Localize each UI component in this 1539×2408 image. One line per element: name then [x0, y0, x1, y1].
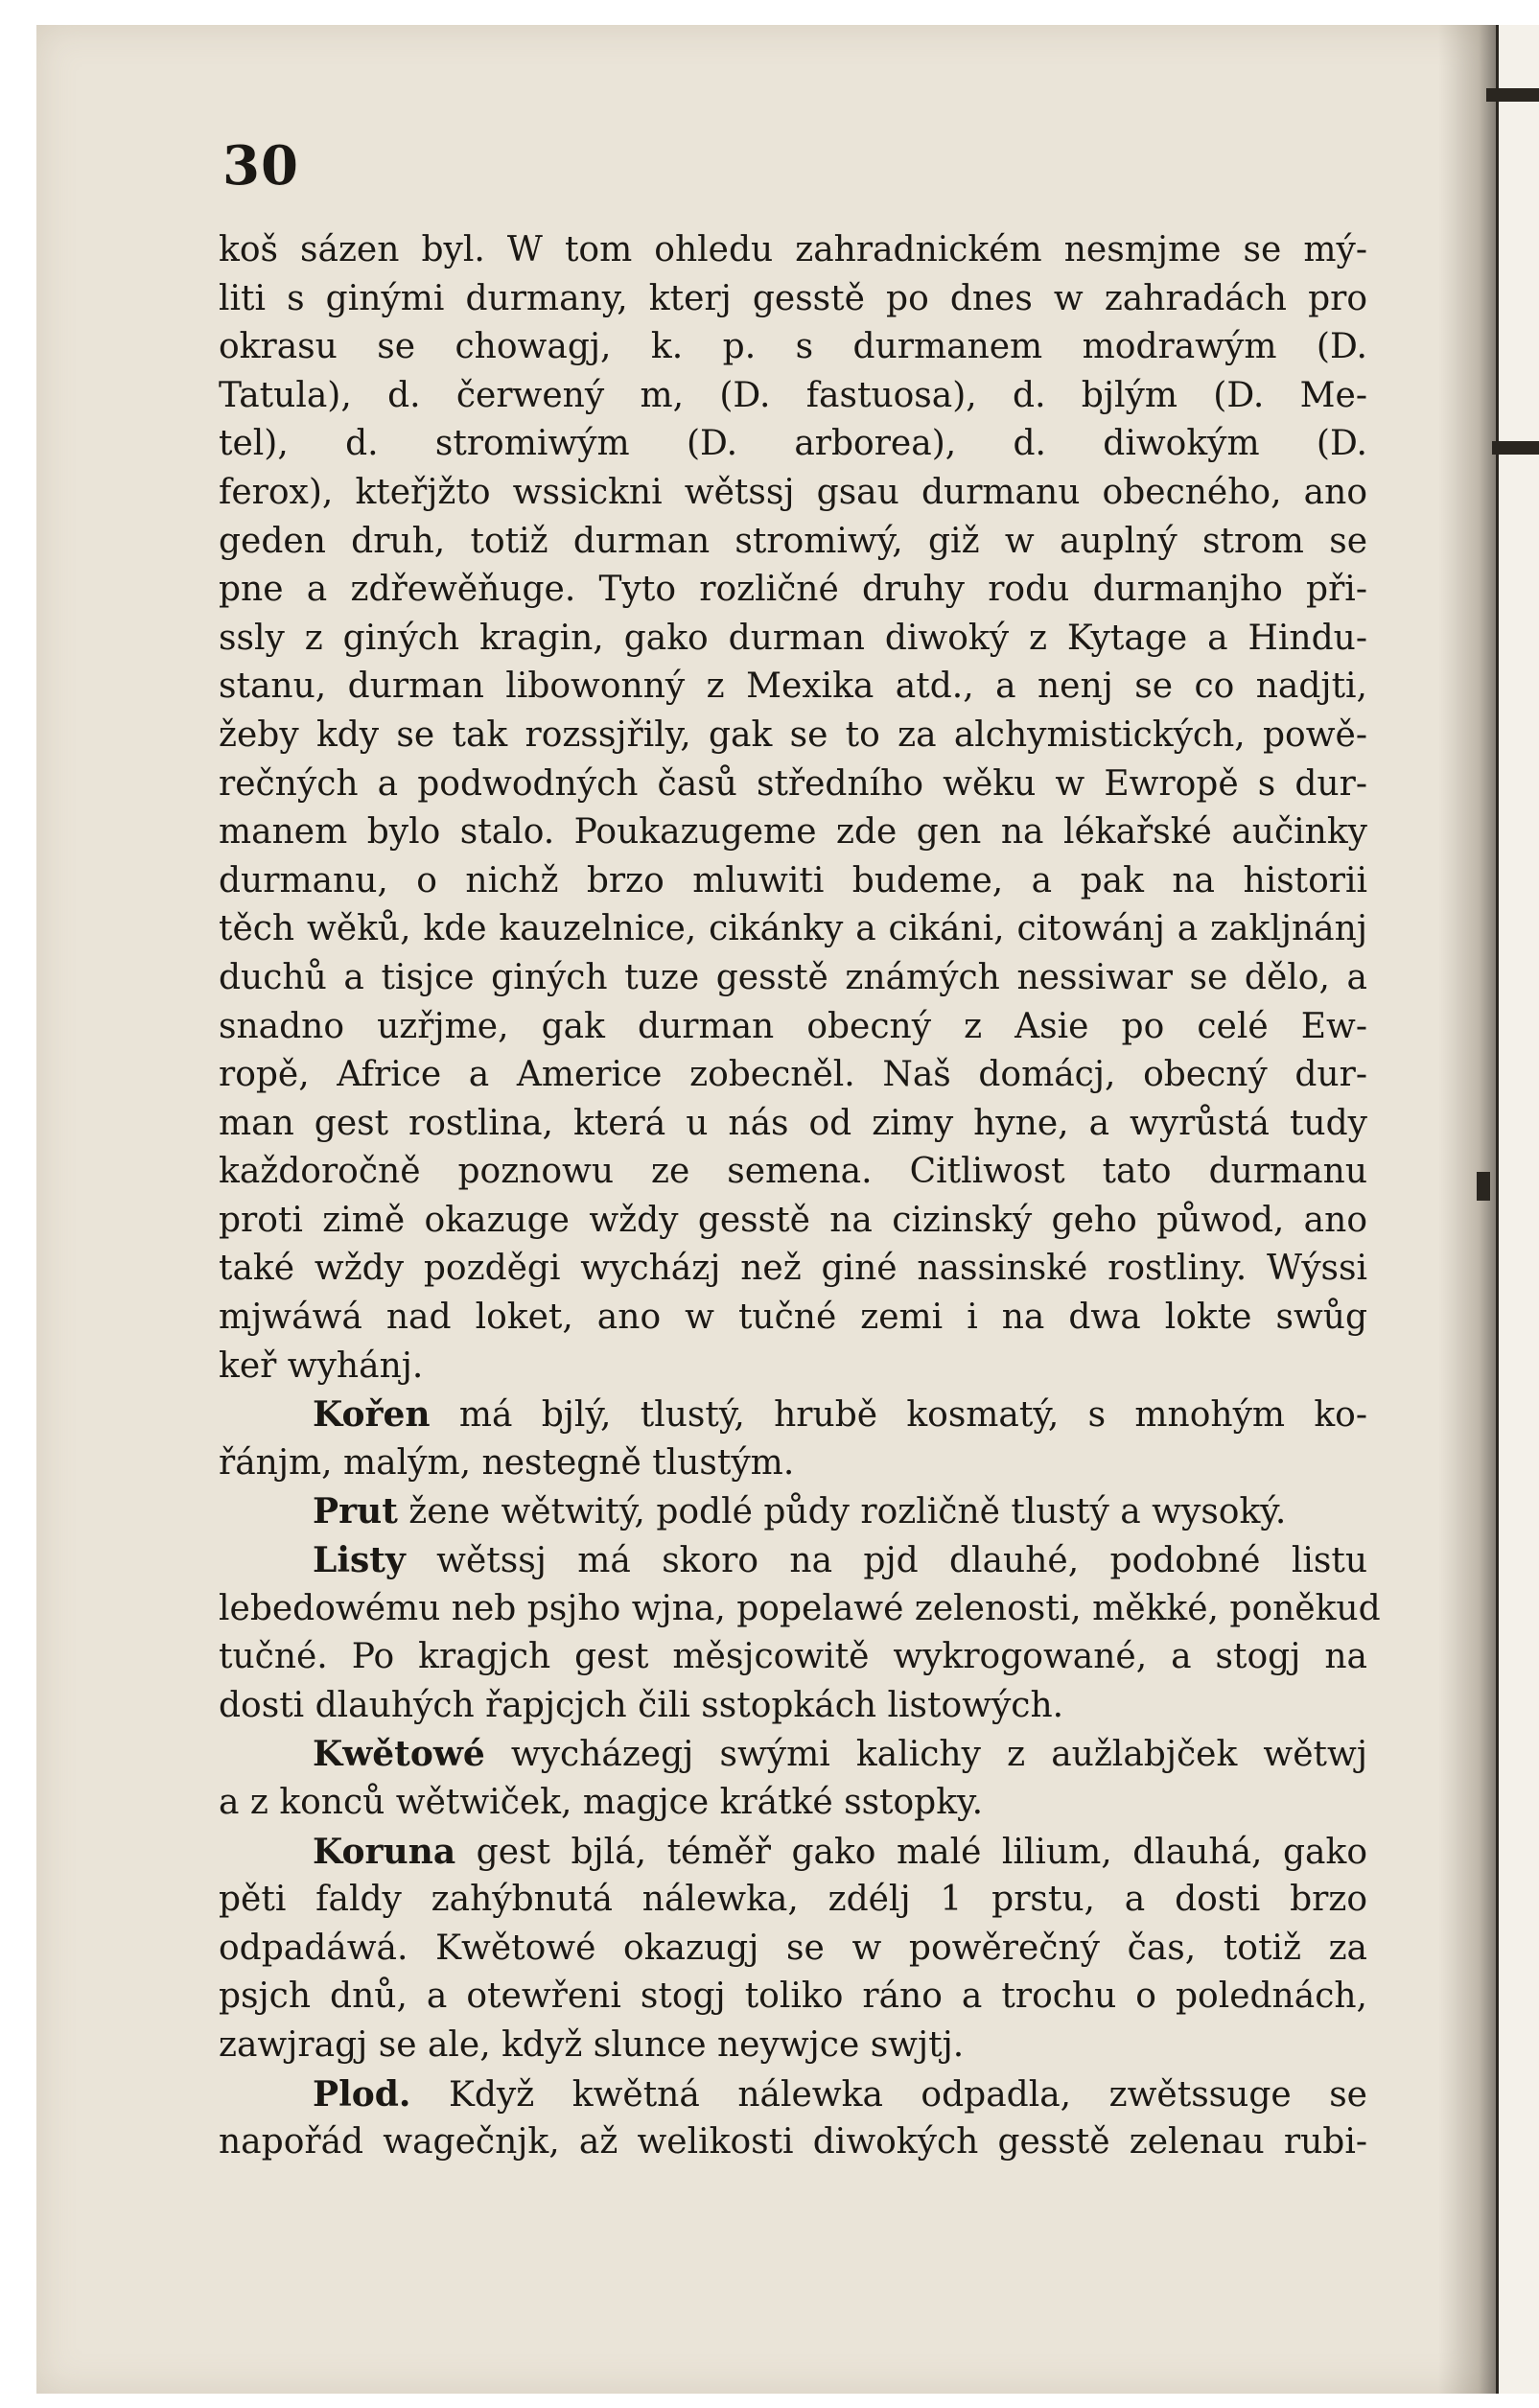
text-line	[219, 372, 1367, 421]
line-text: Když kwětná nálewka odpadla, zwětssuge se	[410, 2074, 1367, 2115]
text-line	[219, 1633, 1367, 1682]
text-line	[219, 1294, 1367, 1343]
line-text: liti s ginými durmany, kterj gesstě po dnes w zahradách pro	[219, 278, 1367, 318]
line-text: žeby kdy se tak rozssjřily, gak se to za alchymistických, powě-	[219, 714, 1367, 755]
line-text: okrasu se chowagj, k. p. s durmanem modrawým (D.	[219, 327, 1367, 367]
text-line	[219, 226, 1367, 275]
line-text: tel), d. stromiwým (D. arborea), d. diwokým (D.	[219, 424, 1367, 464]
line-text: každoročně poznowu ze semena. Citliwost tato durmanu	[219, 1152, 1367, 1192]
line-text: stanu, durman libowonný z Mexika atd., a nenj se co nadjti,	[219, 666, 1367, 707]
text-line	[219, 760, 1367, 809]
scan-background-bottom	[0, 2394, 1539, 2408]
text-line	[219, 1876, 1367, 1925]
text-line	[219, 1391, 1367, 1439]
line-text: řánjm, malým, nestegně tlustým.	[219, 1442, 795, 1483]
text-line	[219, 1487, 1367, 1536]
line-text: gest bjlá, téměř gako malé lilium, dlauhá, gako	[455, 1832, 1367, 1872]
text-line	[219, 1197, 1367, 1246]
line-text: psjch dnů, a otewřeni stogj toliko ráno a trochu o polednách,	[219, 1976, 1367, 2017]
line-text: rečných a podwodných časů středního wěku w Ewropě s dur-	[219, 763, 1367, 804]
line-text: napořád wagečnjk, až welikosti diwokých gesstě zelenau rubi-	[219, 2122, 1367, 2163]
text-line	[219, 1779, 1367, 1828]
line-text: geden druh, totiž durman stromiwý, giž w auplný strom se	[219, 521, 1367, 561]
text-line	[219, 518, 1367, 567]
text-line	[219, 1245, 1367, 1294]
text-line	[219, 1100, 1367, 1149]
text-line	[219, 469, 1367, 518]
line-text: snadno uzřjme, gak durman obecný z Asie po celé Ew-	[219, 1006, 1367, 1046]
text-line	[219, 712, 1367, 760]
section-heading: Koruna	[313, 1831, 456, 1872]
line-text: duchů a tisjce giných tuze gesstě známých nessiwar se dělo, a	[219, 957, 1367, 997]
text-line	[219, 1148, 1367, 1197]
text-line	[219, 566, 1367, 615]
text-line	[219, 954, 1367, 1003]
section-heading: Listy	[313, 1540, 406, 1581]
text-line	[219, 1828, 1367, 1877]
line-text: zawjragj se ale, když slunce neywjce swjtj.	[219, 2024, 965, 2065]
line-text: také wždy pozděgi wycházj než giné nassinské rostliny. Wýssi	[219, 1249, 1367, 1289]
text-line	[219, 615, 1367, 664]
page-number: 30	[222, 134, 299, 198]
text-line	[219, 2070, 1367, 2119]
text-line	[219, 808, 1367, 857]
text-line	[219, 1343, 1367, 1391]
text-line	[219, 857, 1367, 906]
edge-mark	[1486, 88, 1539, 102]
text-line	[219, 1973, 1367, 2022]
line-text: proti zimě okazuge wždy gesstě na cizinský geho půwod, ano	[219, 1200, 1367, 1240]
text-line	[219, 323, 1367, 372]
body-text	[219, 226, 1381, 2167]
line-text: manem bylo stalo. Poukazugeme zde gen na lékařské aučinky	[219, 812, 1367, 853]
line-text: ssly z giných kragin, gako durman diwoký z Kytage a Hindu-	[219, 618, 1367, 658]
spine-shadow	[1438, 25, 1496, 2394]
text-line	[219, 2118, 1367, 2167]
line-text: odpadáwá. Kwětowé okazugj se w powěrečný čas, totiž za	[219, 1928, 1367, 1968]
scan-background-top	[0, 0, 1539, 25]
text-line	[219, 905, 1367, 954]
line-text: koš sázen byl. W tom ohledu zahradnickém nesmjme se mý-	[219, 230, 1367, 269]
text-line	[219, 1585, 1381, 1634]
line-text: ropě, Africe a Americe zobecněl. Naš domácj, obecný dur-	[219, 1055, 1367, 1095]
line-text: pěti faldy zahýbnutá nálewka, zdélj 1 prstu, a dosti brzo	[219, 1880, 1367, 1920]
line-text: lebedowému neb psjho wjna, popelawé zelenosti, měkké, poněkud	[219, 1588, 1381, 1628]
line-text: Tatula), d. čerwený m, (D. fastuosa), d. bjlým (D. Me-	[219, 375, 1367, 415]
text-line	[219, 663, 1367, 712]
line-text: wycházegj swými kalichy z aužlabjček wětwj	[484, 1735, 1367, 1775]
text-line	[219, 1051, 1367, 1100]
section-heading: Kořen	[313, 1394, 431, 1436]
text-line	[219, 1536, 1367, 1585]
section-heading: Plod.	[313, 2073, 411, 2115]
text-line	[219, 1925, 1367, 1974]
text-line	[219, 1439, 1367, 1488]
line-text: má bjlý, tlustý, hrubě kosmatý, s mnohým ko-	[430, 1395, 1367, 1436]
text-line	[219, 275, 1367, 324]
text-line	[219, 1682, 1367, 1731]
text-line	[219, 420, 1367, 469]
text-line	[219, 2022, 1367, 2070]
text-line	[219, 1003, 1367, 1052]
line-text: keř wyhánj.	[219, 1345, 424, 1386]
line-text: a z konců wětwiček, magjce krátké sstopky.	[219, 1783, 984, 1822]
line-text: wětssj má skoro na pjd dlauhé, podobné listu	[405, 1541, 1367, 1581]
line-text: tučné. Po kragjch gest měsjcowitě wykrogowané, a stogj na	[219, 1637, 1367, 1677]
line-text: těch wěků, kde kauzelnice, cikánky a cikáni, citowánj a zakljnánj	[219, 909, 1367, 949]
line-text: man gest rostlina, která u nás od zimy hyne, a wyrůstá tudy	[219, 1103, 1367, 1143]
section-heading: Kwětowé	[313, 1734, 485, 1775]
line-text: durmanu, o nichž brzo mluwiti budeme, a pak na historii	[219, 860, 1367, 900]
section-heading: Prut	[313, 1491, 398, 1532]
edge-mark	[1477, 1172, 1490, 1201]
line-text: mjwáwá nad loket, ano w tučné zemi i na dwa lokte swůg	[219, 1298, 1367, 1338]
edge-mark	[1492, 441, 1539, 455]
text-line	[219, 1730, 1367, 1779]
line-text: ferox), kteřjžto wssickni wětssj gsau durmanu obecného, ano	[219, 472, 1367, 512]
line-text: pne a zdřewěňuge. Tyto rozličné druhy rodu durmanjho při-	[219, 570, 1367, 610]
page-edge-margin	[1496, 25, 1539, 2408]
line-text: žene wětwitý, podlé půdy rozličně tlustý a wysoký.	[397, 1492, 1287, 1532]
line-text: dosti dlauhých řapjcjch čili sstopkách listowých.	[219, 1685, 1064, 1725]
